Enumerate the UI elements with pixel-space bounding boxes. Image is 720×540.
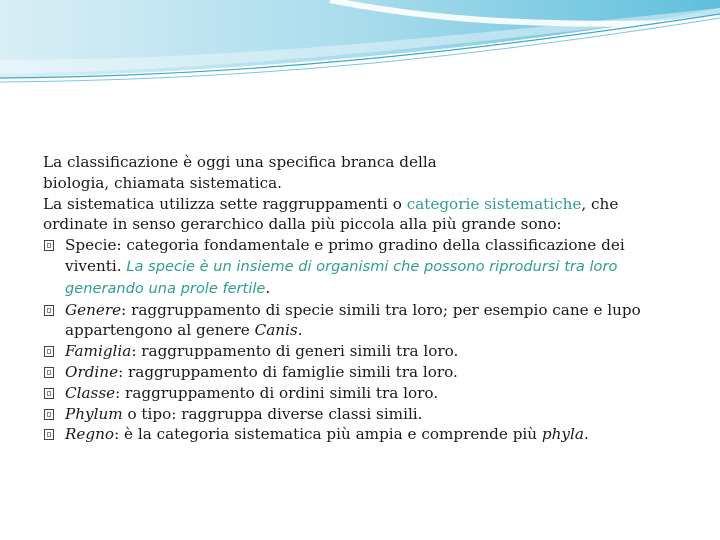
bullet-box-icon — [44, 429, 54, 440]
intro-line2-pre: biologia, chiamata — [43, 173, 190, 192]
bullet-term: Specie — [65, 236, 117, 255]
bullet-end: . — [583, 425, 589, 444]
bullet-term: Famiglia — [65, 342, 132, 361]
bullet-text: : raggruppamento di generi simili tra loro. — [131, 342, 459, 361]
bullet-genere — [43, 300, 673, 342]
bullet-example: phyla — [541, 425, 584, 444]
bullet-text: o tipo: raggruppa diverse classi simili. — [122, 404, 423, 423]
bullet-text: : raggruppamento di ordini simili tra loro. — [115, 383, 439, 402]
bullet-box-icon — [44, 409, 54, 420]
bullet-ordine — [43, 362, 673, 383]
slide-content — [43, 152, 673, 445]
bullet-box-icon — [44, 388, 54, 399]
bullet-term: Phylum — [65, 404, 123, 423]
bullet-phylum — [43, 404, 673, 425]
bullet-example: Canis — [254, 321, 298, 340]
bullet-box-icon — [44, 305, 54, 316]
bullet-text: : è la categoria sistematica più ampia e comprende più — [114, 425, 542, 444]
bullet-regno — [43, 424, 673, 445]
bullet-term: Classe — [65, 383, 116, 402]
bullet-box-icon — [44, 240, 54, 251]
bullet-specie — [43, 235, 673, 299]
bullet-text: : raggruppamento di famiglie simili tra loro. — [118, 362, 458, 381]
bullet-end: . — [297, 321, 303, 340]
term-sistematica: sistematica — [189, 173, 278, 192]
header-wave-decoration — [0, 0, 720, 100]
bullet-end: . — [265, 278, 271, 297]
term-categorie-sistematiche: categorie sistematiche — [406, 194, 582, 213]
bullet-text: : raggruppamento di specie simili tra loro; per esempio cane e lupo appartengono al genere — [65, 300, 641, 340]
species-definition: La specie è un insieme di organismi che possono riprodursi tra loro generando una prole fertile — [65, 257, 618, 297]
bullet-classe — [43, 383, 673, 404]
bullet-term: Ordine — [65, 362, 119, 381]
bullet-term: Regno — [65, 425, 115, 444]
bullet-term: Genere — [65, 300, 122, 319]
bullet-box-icon — [44, 367, 54, 378]
intro-paragraph — [43, 152, 673, 235]
intro-line2-post: . — [277, 173, 282, 192]
intro-line1: La classificazione è oggi una specifica branca della — [43, 153, 437, 171]
bullet-box-icon — [44, 346, 54, 357]
intro-line3-post: , che ordinate in senso gerarchico dalla più piccola alla più grande sono: — [43, 194, 619, 234]
bullet-text: : categoria fondamentale e primo gradino della classificazione dei viventi. — [65, 236, 625, 275]
intro-line3-pre: La sistematica utilizza sette raggruppamenti o — [43, 194, 407, 213]
bullet-famiglia — [43, 341, 673, 362]
